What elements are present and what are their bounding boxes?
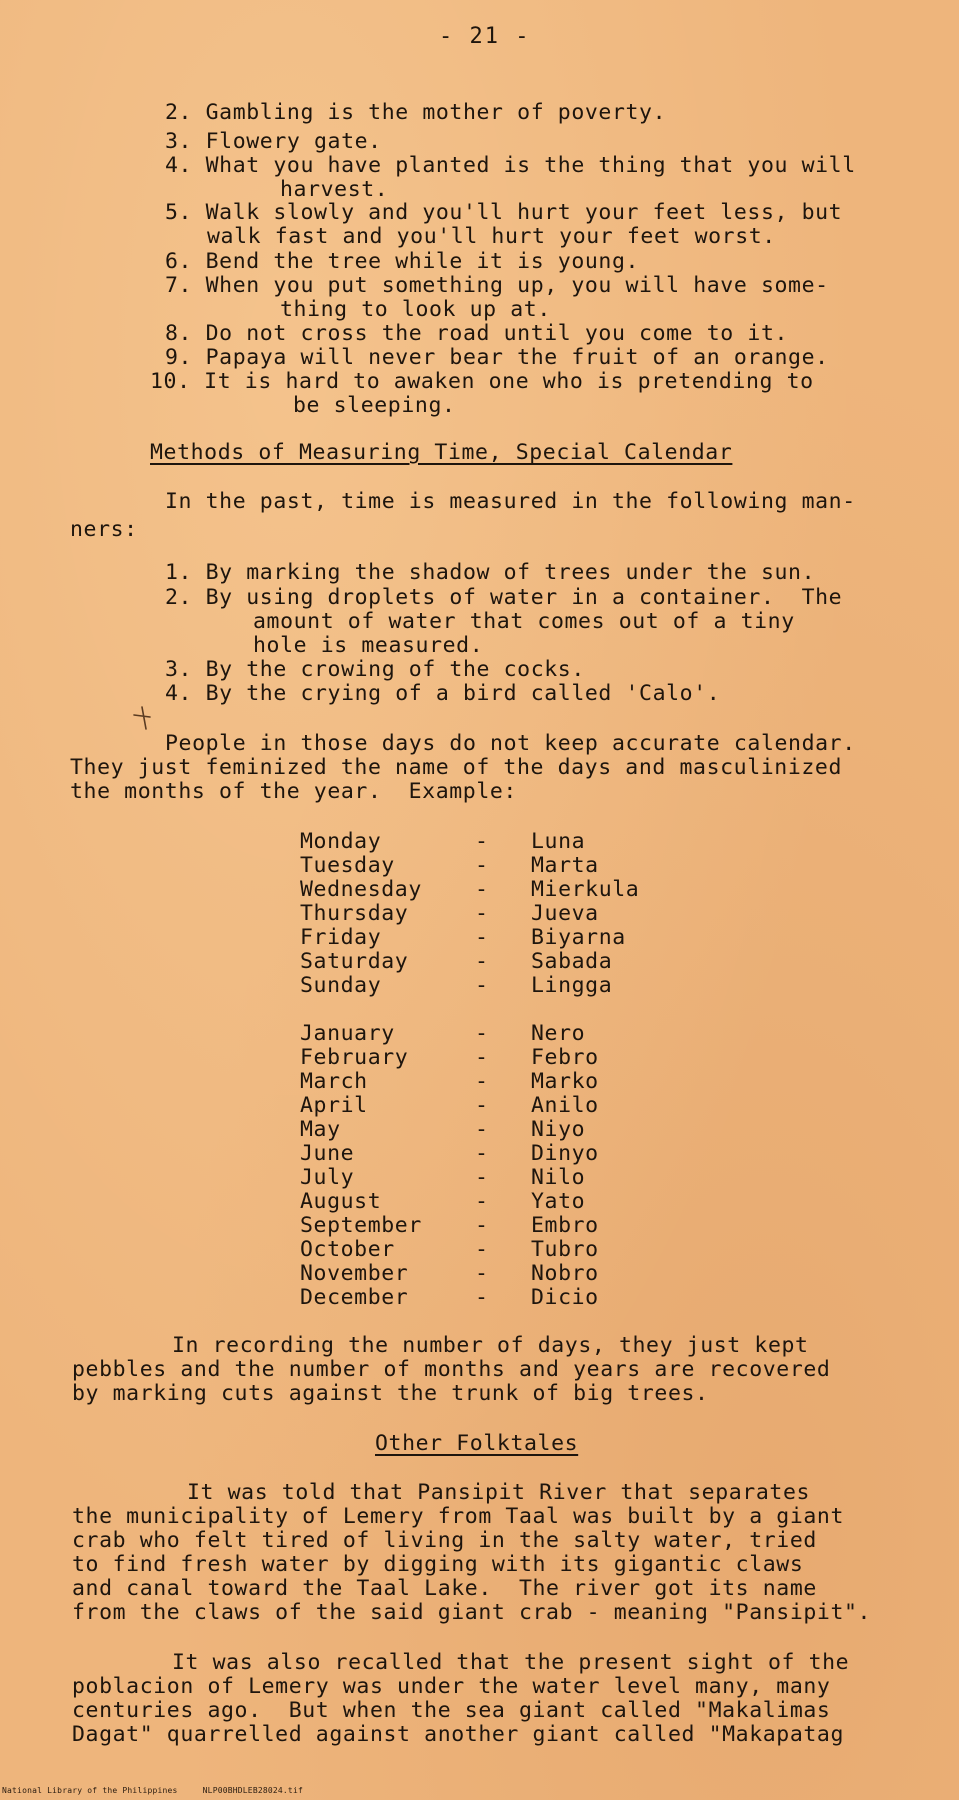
month-separator: -	[475, 1261, 489, 1286]
day-local: Mierkula	[531, 877, 640, 902]
paragraph-line: They just feminized the name of the days and masculinized	[70, 755, 843, 780]
paragraph-line: from the claws of the said giant crab - meaning "Pansipit".	[72, 1600, 872, 1625]
proverb-item: 4. What you have planted is the thing that you will	[165, 153, 856, 178]
day-local: Luna	[531, 829, 586, 854]
method-item: 3. By the crowing of the cocks.	[165, 657, 585, 682]
month-local: Anilo	[531, 1093, 599, 1118]
method-item-continuation: hole is measured.	[253, 633, 484, 658]
scan-footer: National Library of the Philippines NLP00BHDLEB28024.tif	[2, 1786, 303, 1795]
paragraph-line: It was also recalled that the present sight of the	[172, 1650, 850, 1675]
paragraph-line: ners:	[70, 517, 138, 542]
day-local: Marta	[531, 853, 599, 878]
method-item: 2. By using droplets of water in a container. The	[165, 585, 843, 610]
month-separator: -	[475, 1021, 489, 1046]
paragraph-line: to find fresh water by digging with its gigantic claws	[72, 1552, 804, 1577]
paragraph-line: and canal toward the Taal Lake. The river got its name	[72, 1576, 817, 1601]
proverb-item-continuation: be sleeping.	[293, 393, 456, 418]
month-english: August	[300, 1189, 382, 1214]
proverb-item: 8. Do not cross the road until you come to it.	[165, 321, 789, 346]
month-local: Tubro	[531, 1237, 599, 1262]
month-english: November	[300, 1261, 409, 1286]
paragraph-line: It was told that Pansipit River that separates	[187, 1480, 811, 1505]
handwritten-check-mark	[132, 703, 152, 731]
month-english: September	[300, 1213, 422, 1238]
page-number: - 21 -	[439, 24, 531, 49]
month-separator: -	[475, 1093, 489, 1118]
day-english: Monday	[300, 829, 382, 854]
section-heading-folktales: Other Folktales	[375, 1431, 579, 1456]
month-separator: -	[475, 1141, 489, 1166]
day-separator: -	[475, 973, 489, 998]
day-english: Sunday	[300, 973, 382, 998]
day-english: Wednesday	[300, 877, 422, 902]
paragraph-line: In the past, time is measured in the following man-	[165, 489, 856, 514]
paragraph-line: crab who felt tired of living in the salty water, tried	[72, 1528, 817, 1553]
day-english: Friday	[300, 925, 382, 950]
paragraph-line: centuries ago. But when the sea giant called "Makalimas	[72, 1698, 831, 1723]
proverb-item: 5. Walk slowly and you'll hurt your feet less, but	[165, 200, 843, 225]
month-separator: -	[475, 1117, 489, 1142]
month-english: March	[300, 1069, 368, 1094]
month-local: Embro	[531, 1213, 599, 1238]
month-separator: -	[475, 1285, 489, 1310]
month-local: Marko	[531, 1069, 599, 1094]
day-separator: -	[475, 949, 489, 974]
month-local: Nobro	[531, 1261, 599, 1286]
proverb-item: 2. Gambling is the mother of poverty.	[165, 100, 667, 125]
month-english: May	[300, 1117, 341, 1142]
month-separator: -	[475, 1213, 489, 1238]
proverb-item-continuation: harvest.	[280, 177, 389, 202]
day-separator: -	[475, 829, 489, 854]
paragraph-line: pebbles and the number of months and years are recovered	[72, 1357, 831, 1382]
day-separator: -	[475, 901, 489, 926]
month-local: Yato	[531, 1189, 586, 1214]
paragraph-line: People in those days do not keep accurate calendar.	[165, 731, 856, 756]
day-english: Saturday	[300, 949, 409, 974]
method-item: 1. By marking the shadow of trees under the sun.	[165, 560, 816, 585]
month-local: Niyo	[531, 1117, 586, 1142]
proverb-item: 9. Papaya will never bear the fruit of an orange.	[165, 345, 829, 370]
month-local: Nilo	[531, 1165, 586, 1190]
paragraph-line: Dagat" quarrelled against another giant called "Makapatag	[72, 1722, 845, 1747]
proverb-item-continuation: walk fast and you'll hurt your feet worst.	[207, 224, 776, 249]
day-english: Tuesday	[300, 853, 395, 878]
method-item: 4. By the crying of a bird called 'Calo'.	[165, 681, 721, 706]
day-separator: -	[475, 853, 489, 878]
paragraph-line: poblacion of Lemery was under the water level many, many	[72, 1674, 831, 1699]
month-separator: -	[475, 1165, 489, 1190]
month-english: January	[300, 1021, 395, 1046]
month-english: February	[300, 1045, 409, 1070]
day-separator: -	[475, 925, 489, 950]
method-item-continuation: amount of water that comes out of a tiny	[253, 609, 795, 634]
month-english: July	[300, 1165, 355, 1190]
section-heading-time: Methods of Measuring Time, Special Calendar	[150, 440, 733, 465]
month-english: June	[300, 1141, 355, 1166]
month-separator: -	[475, 1237, 489, 1262]
day-local: Jueva	[531, 901, 599, 926]
month-english: October	[300, 1237, 395, 1262]
paragraph-line: In recording the number of days, they just kept	[172, 1333, 809, 1358]
proverb-item: 10. It is hard to awaken one who is pretending to	[150, 369, 814, 394]
day-local: Biyarna	[531, 925, 626, 950]
month-separator: -	[475, 1189, 489, 1214]
month-separator: -	[475, 1045, 489, 1070]
month-local: Dicio	[531, 1285, 599, 1310]
day-english: Thursday	[300, 901, 409, 926]
paragraph-line: by marking cuts against the trunk of big trees.	[72, 1381, 709, 1406]
proverb-item-continuation: thing to look up at.	[280, 297, 551, 322]
paragraph-line: the months of the year. Example:	[70, 779, 517, 804]
proverb-item: 7. When you put something up, you will have some-	[165, 273, 829, 298]
month-english: April	[300, 1093, 368, 1118]
month-local: Febro	[531, 1045, 599, 1070]
day-local: Sabada	[531, 949, 613, 974]
proverb-item: 3. Flowery gate.	[165, 129, 382, 154]
day-separator: -	[475, 877, 489, 902]
paragraph-line: the municipality of Lemery from Taal was built by a giant	[72, 1504, 845, 1529]
proverb-item: 6. Bend the tree while it is young.	[165, 249, 640, 274]
month-local: Dinyo	[531, 1141, 599, 1166]
day-local: Lingga	[531, 973, 613, 998]
month-separator: -	[475, 1069, 489, 1094]
month-english: December	[300, 1285, 409, 1310]
month-local: Nero	[531, 1021, 586, 1046]
